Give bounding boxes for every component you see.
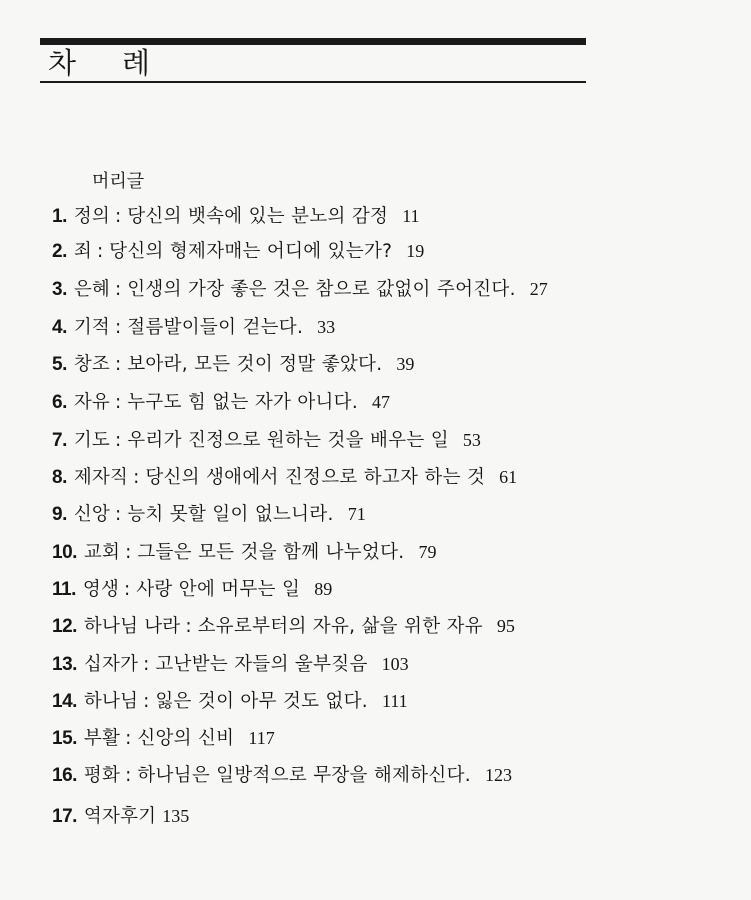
entry-description: 누구도 힘 없는 자가 아니다. bbox=[127, 392, 359, 413]
header-bottom-rule bbox=[40, 81, 586, 83]
entry-number: 16. bbox=[52, 765, 77, 786]
toc-entry bbox=[52, 463, 517, 491]
entry-page-number: 39 bbox=[396, 354, 415, 374]
toc-entry bbox=[52, 275, 548, 303]
entry-number: 8. bbox=[52, 467, 67, 488]
page-title bbox=[48, 46, 150, 80]
entry-page-number: 135 bbox=[162, 806, 190, 826]
entry-number: 1. bbox=[52, 206, 67, 227]
title-char-1: 차 bbox=[48, 46, 77, 80]
entry-separator: : bbox=[125, 728, 132, 749]
entry-page-number: 95 bbox=[496, 616, 515, 636]
entry-page-number: 117 bbox=[248, 728, 275, 748]
header-top-rule bbox=[40, 38, 586, 45]
entry-separator: : bbox=[115, 392, 122, 413]
entry-separator: : bbox=[125, 542, 132, 563]
entry-page-number: 53 bbox=[462, 430, 481, 450]
entry-description: 능치 못할 일이 없느니라. bbox=[127, 504, 334, 525]
entry-page-number: 61 bbox=[499, 467, 518, 487]
entry-number: 9. bbox=[52, 504, 67, 525]
entry-number: 14. bbox=[52, 691, 77, 712]
entry-description: 그들은 모든 것을 함께 나누었다. bbox=[137, 542, 405, 563]
entry-topic: 십자가 bbox=[83, 654, 139, 675]
entry-separator: : bbox=[115, 317, 122, 338]
entry-separator: : bbox=[185, 616, 192, 637]
entry-number: 15. bbox=[52, 728, 77, 749]
entry-number: 2. bbox=[52, 241, 67, 262]
entry-number: 17. bbox=[52, 806, 77, 827]
entry-topic: 자유 bbox=[73, 392, 111, 413]
entry-topic: 영생 bbox=[82, 579, 120, 600]
entry-description: 신앙의 신비 bbox=[137, 728, 235, 749]
entry-topic: 부활 bbox=[83, 728, 121, 749]
entry-description: 하나님은 일방적으로 무장을 해제하신다. bbox=[137, 765, 471, 786]
entry-topic: 제자직 bbox=[73, 467, 129, 488]
entry-separator: : bbox=[124, 579, 131, 600]
entry-number: 5. bbox=[52, 354, 67, 375]
toc-entry bbox=[52, 500, 366, 528]
toc-entry bbox=[52, 202, 420, 230]
entry-page-number: 123 bbox=[484, 765, 512, 785]
entry-topic: 기적 bbox=[73, 317, 111, 338]
entry-number: 10. bbox=[52, 542, 77, 563]
entry-description: 고난받는 자들의 울부짖음 bbox=[155, 654, 368, 675]
entry-separator: : bbox=[143, 654, 150, 675]
entry-topic: 기도 bbox=[73, 430, 111, 451]
entry-separator: : bbox=[143, 691, 150, 712]
entry-description: 당신의 생애에서 진정으로 하고자 하는 것 bbox=[145, 467, 486, 488]
entry-separator: : bbox=[115, 430, 122, 451]
entry-page-number: 11 bbox=[402, 206, 420, 226]
entry-number: 3. bbox=[52, 279, 67, 300]
toc-entry bbox=[52, 538, 436, 566]
entry-topic: 은혜 bbox=[73, 279, 111, 300]
entry-description: 사랑 안에 머무는 일 bbox=[136, 579, 301, 600]
title-char-2: 례 bbox=[122, 46, 151, 80]
entry-page-number: 103 bbox=[381, 654, 409, 674]
entry-description: 당신의 형제자매는 어디에 있는가? bbox=[109, 241, 393, 262]
entry-page-number: 19 bbox=[406, 241, 425, 261]
entry-number: 4. bbox=[52, 317, 67, 338]
entry-separator: : bbox=[96, 241, 104, 262]
entry-topic: 하나님 bbox=[83, 691, 139, 712]
entry-topic: 하나님 나라 bbox=[83, 616, 181, 637]
entry-number: 6. bbox=[52, 392, 67, 413]
entry-separator: : bbox=[115, 206, 122, 227]
entry-separator: : bbox=[125, 765, 132, 786]
entry-topic: 교회 bbox=[83, 542, 121, 563]
toc-entry bbox=[52, 575, 332, 603]
toc-entry bbox=[52, 612, 515, 640]
entry-page-number: 89 bbox=[314, 579, 333, 599]
toc-entry bbox=[52, 724, 275, 752]
toc-entry bbox=[52, 388, 390, 416]
entry-description: 우리가 진정으로 원하는 것을 배우는 일 bbox=[127, 430, 449, 451]
entry-page-number: 47 bbox=[372, 392, 391, 412]
entry-topic: 신앙 bbox=[73, 504, 111, 525]
entry-page-number: 71 bbox=[347, 504, 366, 524]
entry-description: 절름발이들이 걷는다. bbox=[127, 317, 304, 338]
toc-entry-preface: 머리글 bbox=[92, 171, 145, 192]
entry-number: 12. bbox=[52, 616, 77, 637]
toc-entry bbox=[52, 313, 335, 341]
toc-entry bbox=[52, 802, 189, 830]
entry-topic: 역자후기 bbox=[83, 806, 157, 827]
entry-topic: 죄 bbox=[73, 241, 92, 262]
entry-description: 보아라, 모든 것이 정말 좋았다. bbox=[127, 354, 383, 375]
entry-page-number: 33 bbox=[317, 317, 336, 337]
toc-entry bbox=[52, 687, 408, 715]
entry-topic: 평화 bbox=[83, 765, 121, 786]
entry-description: 인생의 가장 좋은 것은 참으로 값없이 주어진다. bbox=[127, 279, 516, 300]
entry-description: 소유로부터의 자유, 삶을 위한 자유 bbox=[197, 616, 483, 637]
toc-entry bbox=[52, 426, 481, 454]
entry-separator: : bbox=[115, 279, 122, 300]
entry-separator: : bbox=[115, 354, 122, 375]
entry-description: 잃은 것이 아무 것도 없다. bbox=[155, 691, 368, 712]
entry-page-number: 79 bbox=[418, 542, 437, 562]
entry-number: 7. bbox=[52, 430, 67, 451]
entry-number: 13. bbox=[52, 654, 77, 675]
toc-entry bbox=[52, 350, 414, 378]
entry-number: 11. bbox=[52, 579, 76, 600]
entry-page-number: 27 bbox=[529, 279, 548, 299]
entry-separator: : bbox=[115, 504, 122, 525]
toc-entry bbox=[52, 761, 512, 789]
toc-entry bbox=[52, 650, 409, 678]
entry-page-number: 111 bbox=[382, 691, 408, 711]
toc-entry bbox=[52, 237, 424, 265]
entry-description: 당신의 뱃속에 있는 분노의 감정 bbox=[127, 206, 389, 227]
entry-separator: : bbox=[133, 467, 140, 488]
entry-topic: 창조 bbox=[73, 354, 111, 375]
entry-topic: 정의 bbox=[73, 206, 111, 227]
